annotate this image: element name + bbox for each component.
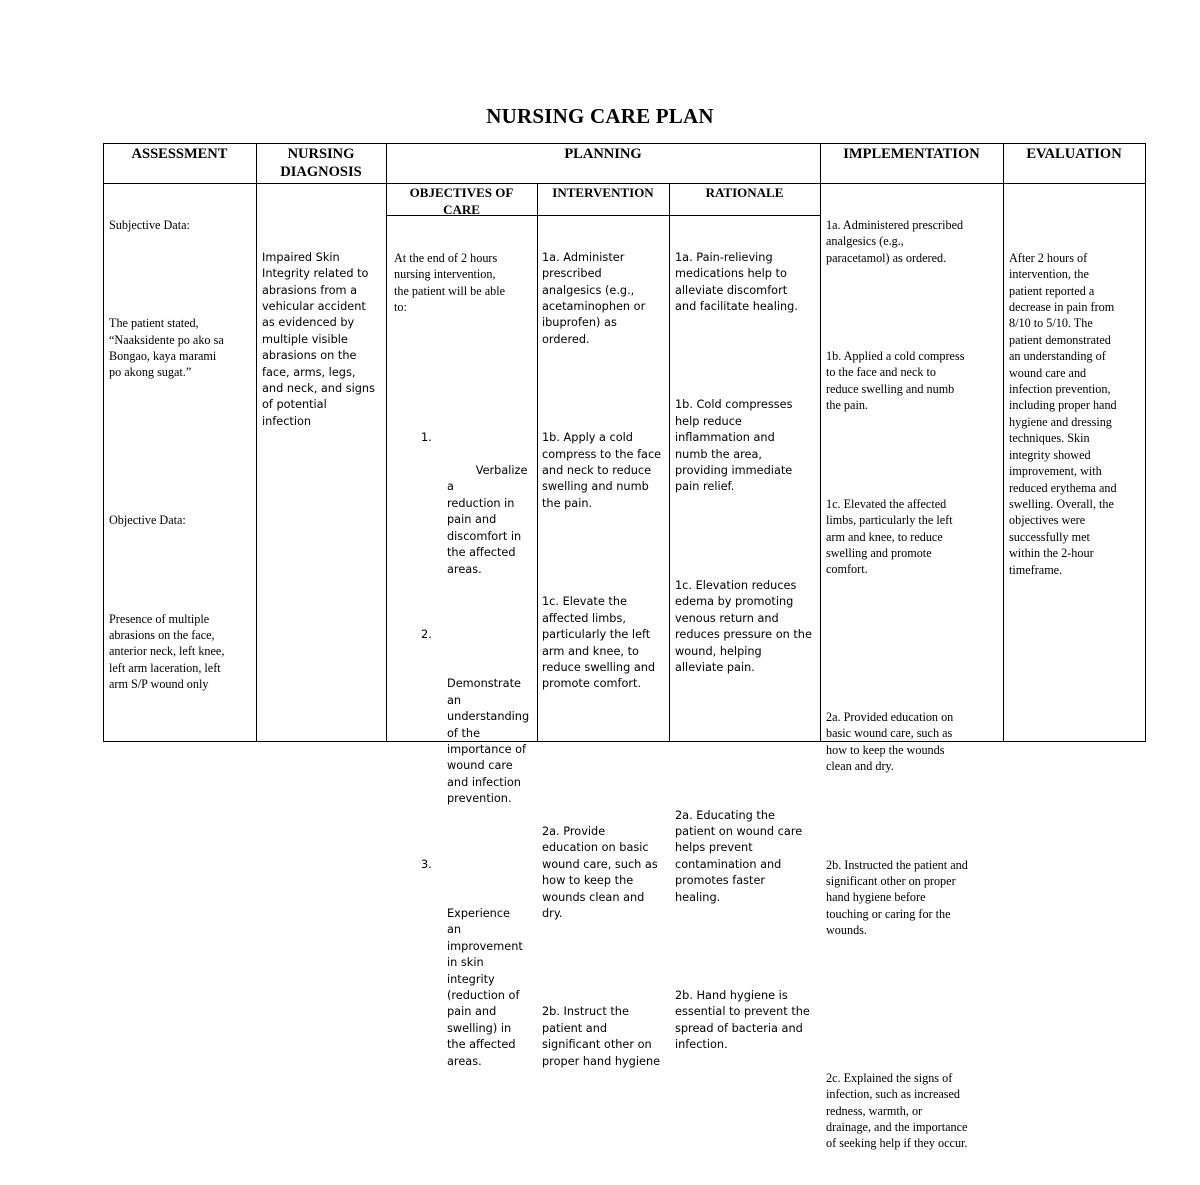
page-title: NURSING CARE PLAN	[486, 104, 714, 128]
evaluation-header: EVALUATION	[1026, 146, 1122, 162]
planning-subcol-divider-2	[669, 183, 670, 742]
objective-number: 2.	[421, 628, 432, 642]
objective-number: 3.	[421, 857, 432, 871]
implementation-2c: 2c. Explained the signs of infection, such as increased redness, warmth, or drainage, and the importance of seeking help if they occur.	[826, 1070, 968, 1151]
objectives-subheader: OBJECTIVES OF CARE	[409, 185, 514, 217]
care-plan-table	[103, 143, 1147, 1151]
objective-text: Demonstrate an understanding of the importance of wound care and infection prevention.	[447, 677, 530, 806]
objective-text: Experience an improvement in skin integrity (reduction of pain and swelling) in the affected areas.	[447, 907, 523, 1068]
planning-subcol-divider-1	[537, 183, 538, 742]
table-left-border	[103, 143, 104, 742]
diagnosis-header: NURSING DIAGNOSIS	[280, 146, 362, 180]
objective-item	[394, 430, 535, 594]
rationale-cell	[675, 217, 820, 1086]
implementation-header: IMPLEMENTATION	[843, 146, 980, 162]
implementation-1b: 1b. Applied a cold compress to the face and neck to reduce swelling and numb the pain.	[826, 349, 965, 413]
rationale-1c: 1c. Elevation reduces edema by promoting venous return and reduces pressure on the wound, helping alleviate pain.	[675, 578, 812, 674]
objective-data-label: Objective Data:	[109, 513, 186, 528]
implementation-2b: 2b. Instructed the patient and significant other on proper hand hygiene before touching or caring for the wounds.	[826, 857, 968, 938]
objective-item	[394, 857, 535, 1087]
implementation-1c: 1c. Elevated the affected limbs, particularly the left arm and knee, to reduce swelling and promote comfort.	[826, 496, 953, 577]
subjective-data-label: Subjective Data:	[109, 217, 190, 232]
assessment-header: ASSESSMENT	[131, 146, 228, 162]
planning-header: PLANNING	[564, 146, 642, 162]
rationale-1b: 1b. Cold compresses help reduce inflammation and numb the area, providing immediate pain relief.	[675, 398, 793, 494]
col-divider-2	[386, 143, 387, 742]
objectives-list	[394, 397, 535, 1119]
rationale-1a: 1a. Pain-relieving medications help to alleviate discomfort and facilitate healing.	[675, 250, 798, 314]
assessment-cell	[109, 184, 255, 725]
table-top-border	[103, 143, 1146, 144]
intervention-1b: 1b. Apply a cold compress to the face and neck to reduce swelling and numb the pain.	[542, 431, 662, 510]
objective-text: Verbalize a reduction in pain and discomfort in the affected areas.	[447, 464, 528, 576]
evaluation-cell	[1009, 217, 1145, 611]
intervention-subheader: INTERVENTION	[552, 185, 654, 200]
objective-number: 1.	[421, 431, 432, 445]
col-divider-1	[256, 143, 257, 742]
intervention-1c: 1c. Elevate the affected limbs, particularly the left arm and knee, to reduce swelling and promote comfort.	[542, 595, 656, 691]
rationale-2a: 2a. Educating the patient on wound care helps prevent contamination and promotes faster healing.	[675, 808, 803, 904]
col-divider-4	[1003, 143, 1004, 742]
subjective-data-text: The patient stated, “Naaksidente po ako sa Bongao, kaya marami po akong sugat.”	[109, 316, 224, 380]
objectives-intro: At the end of 2 hours nursing intervention, the patient will be able to:	[394, 250, 506, 315]
objective-data-text: Presence of multiple abrasions on the face, anterior neck, left knee, left arm laceration, left arm S/P wound only	[109, 611, 225, 692]
intervention-2b: 2b. Instruct the patient and significant other on proper hand hygiene	[542, 1005, 661, 1068]
table-right-border	[1145, 143, 1146, 742]
implementation-cell	[826, 184, 1003, 1185]
col-divider-3	[820, 143, 821, 742]
rationale-subheader: RATIONALE	[705, 185, 784, 200]
rationale-2b: 2b. Hand hygiene is essential to prevent the spread of bacteria and infection.	[675, 989, 810, 1052]
objective-item	[394, 627, 535, 824]
intervention-1a: 1a. Administer prescribed analgesics (e.g., acetaminophen or ibuprofen) as ordered.	[542, 250, 646, 346]
evaluation-text: After 2 hours of intervention, the patient reported a decrease in pain from 8/10 to 5/10. The patient demonstrated an understanding of wound care and infection prevention, including proper hand hygiene and dressing techniques. Skin integrity showed improvement, with reduced erythema and swelling. Overall, the objectives were successfully met within the 2-hour timeframe.	[1009, 250, 1117, 577]
implementation-1a: 1a. Administered prescribed analgesics (e.g., paracetamol) as ordered.	[826, 217, 964, 265]
intervention-cell	[542, 217, 669, 1103]
objectives-cell	[394, 217, 535, 1152]
intervention-2a: 2a. Provide education on basic wound care, such as how to keep the wounds clean and dry.	[542, 824, 658, 920]
implementation-2a: 2a. Provided education on basic wound care, such as how to keep the wounds clean and dry.	[826, 709, 954, 774]
diagnosis-cell	[262, 217, 386, 463]
diagnosis-text: Impaired Skin Integrity related to abrasions from a vehicular accident as evidenced by multiple visible abrasions on the face, arms, legs, and neck, and signs of potential infection	[262, 250, 375, 428]
